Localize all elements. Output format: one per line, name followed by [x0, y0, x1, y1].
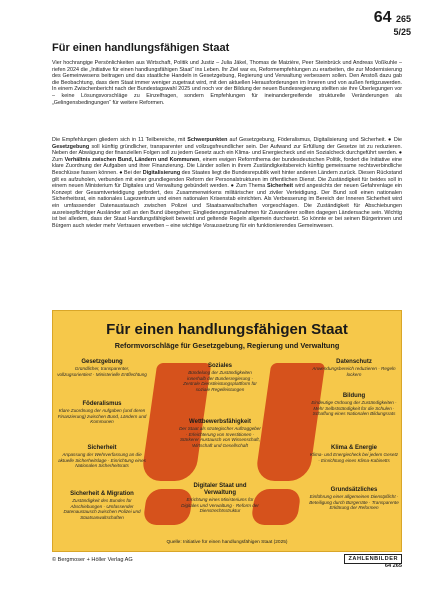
copyright-text: © Bergmoser + Höller Verlag AG	[52, 557, 133, 563]
page-number-main: 64	[373, 9, 392, 26]
cell-grundsaetzliches: Grundsätzliches Einführung einer allgemeinen Dienstpflicht · Beteiligung durch Bürgerräte · Transparente Erklärung der Reformen	[309, 487, 399, 511]
cell-wettbewerbsfaehigkeit: Wettbewerbsfähigkeit Der Staat als strategischer Auftraggeber · Erleichterung von Investitionen · Stärkerer Austausch von Wissenschaft, Wirtschaft und Gesellschaft	[179, 419, 261, 448]
exclamation-bar-right	[255, 363, 326, 481]
page-number	[374, 10, 411, 37]
infobox-subtitle: Reformvorschläge für Gesetzgebung, Regierung und Verwaltung	[114, 341, 340, 350]
cell-gesetzgebung: Gesetzgebung Gründlicher, transparenter, vollzugsorientiert · Ministerielle Entflechtung	[57, 359, 147, 377]
cell-sicherheit-migration: Sicherheit & Migration Zuständigkeit des Bundes für Abschiebungen · Umfassender Datenaustausch zwischen Polizei und Staatsanwaltschaften	[63, 491, 141, 520]
footer	[52, 552, 402, 568]
page-number-sub: 265	[395, 14, 411, 24]
cell-datenschutz: Datenschutz Anwendungsbereich reduzieren · Regeln lockern	[312, 359, 396, 377]
source-note: Quelle: Initiative für einen handlungsfähigen Staat (2025)	[166, 540, 288, 545]
issue-number: 5/25	[393, 27, 411, 37]
intro-paragraph: Vier hochrangige Persönlichkeiten aus Wirtschaft, Politik und Justiz – Julia Jäkel, Thomas de Maizière, Peer Steinbrück und Andreas Voßkuhle – riefen 2024 die „Initiative für einen handlungsfähigen Staat“ ins Leben. Ihr Ziel war es, Reformempfehlungen zu erarbeiten, die zur Modernisierung des Gemeinwesens beitragen und das staatliche Handeln in Gesetzgebung, Regierung und Verwaltung verbessern sollen. Den Anstoß dazu gab die Beobachtung, dass dem Staat immer weniger zugetraut wird, mit den aktuellen Herausforderungen im Inneren und von außen fertigzuwerden. In einem Zwischenbericht nach der Bundestagswahl 2025 und noch vor der Bildung der neuen Bundesregierung stellten sie ihre Überlegungen vor – keine Lösungsvorschläge zu Einzelfragen, sondern Empfehlungen für ineinandergreifende strukturelle Veränderungen als „Gelingensbedingungen“ für weitere Reformen.	[52, 60, 402, 106]
infographic-box	[52, 310, 402, 552]
cell-digitaler-staat: Digitaler Staat und Verwaltung Errichtung eines Ministeriums für Digitales und Verwaltung · Reform der Dienstrechtsstruktur	[181, 483, 259, 514]
body-paragraph: Die Empfehlungen gliedern sich in 11 Teilbereiche, mit Schwerpunkten auf Gesetzgebung, Föderalismus, Digitalisierung und Sicherheit. ● Die Gesetzgebung soll künftig gründlicher, transparenter und vollzugsfreundlicher sein. Der Aufwand zur Erfüllung der Gesetze ist zu reduzieren. Neben der Abwägung der finanziellen Folgen soll zu jedem Gesetz auch ein Klima- und Energiecheck und ein Sozialcheck durchgeführt werden. ● Zum Verhältnis zwischen Bund, Ländern und Kommunen, einem ewigen Reformthema der bundesdeutschen Politik, fordert die Initiative eine klare Zuordnung der Aufgaben und ihrer Finanzierung. Die Länder sollen in ihrem Zuständigkeitsbereich künftig gemeinsame rechtsverbindliche Beschlüsse fassen können. ● Bei der Digitalisierung des Staates liegt die Bundesrepublik weit hinter anderen Ländern zurück. Diesen Rückstand gilt es aufzuholen, verbunden mit einer grundlegenden Reform der Personalstrukturen im öffentlichen Dienst. Die Zuständigkeit für beides soll in einem neuen Ministerium für Digitales und Verwaltung gebündelt werden. ● Zum Thema Sicherheit wird angesichts der neuen Gefahrenlage ein Konzept der Gesamtverteidigung gefordert, des Zusammenwirkens militärischer und ziviler Verteidigung. Der Bund soll einen nationalen Sicherheitsrat, ein nationales Lagezentrum und einen nationalen Krisenstab einrichten. Als Verbesserung im Bereich der Inneren Sicherheit wird ein umfassender Datenaustausch zwischen Polizei und Staatsanwaltschaften vorgeschlagen. Die Zuständigkeit für Abschiebungen ausreisepflichtiger Ausländer soll an den Bund übergehen; Eingliederungsmaßnahmen für Zuwanderer sollten dagegen Ländersache sein. Wichtig ist bei alledem, dass der Staat Handlungsfähigkeit beweist und geltende Regeln allgemein durchsetzt. So könnte er bei seinen Bürgerinnen und Bürgern auch wieder mehr Vertrauen erwerben – eine wichtige Voraussetzung für ein funktionierendes Gemeinwesen.	[52, 137, 403, 229]
page-title: Für einen handlungsfähigen Staat	[52, 42, 230, 54]
cell-sicherheit: Sicherheit Anpassung der Wehrverfassung an die aktuelle Sicherheitslage · Einrichtung eines Nationalen Sicherheitsrats	[58, 445, 146, 469]
cell-soziales: Soziales Bündelung der Zuständigkeiten innerhalb der Bundesregierung · Zentrale Dienstleistungsplattform für soziale Regelleistungen	[183, 363, 257, 392]
infobox-title: Für einen handlungsfähigen Staat	[106, 321, 348, 338]
footer-number: 64 265	[384, 563, 402, 569]
zahlenbilder-logo: ZAHLENBILDER	[344, 554, 402, 564]
cell-foederalismus: Föderalismus Klare Zuordnung der Aufgaben (und deren Finanzierung) zwischen Bund, Ländern und Kommunen	[57, 401, 147, 425]
cell-klima-energie: Klima & Energie Klima- und Energiecheck bei jedem Gesetz · Einrichtung eines Klima-Kabinetts	[309, 445, 399, 463]
cell-bildung: Bildung Eindeutige Ordnung der Zuständigkeiten · Mehr Selbstständigkeit für die Schulen · Schaffung eines Nationalen Bildungsrats	[311, 393, 397, 417]
